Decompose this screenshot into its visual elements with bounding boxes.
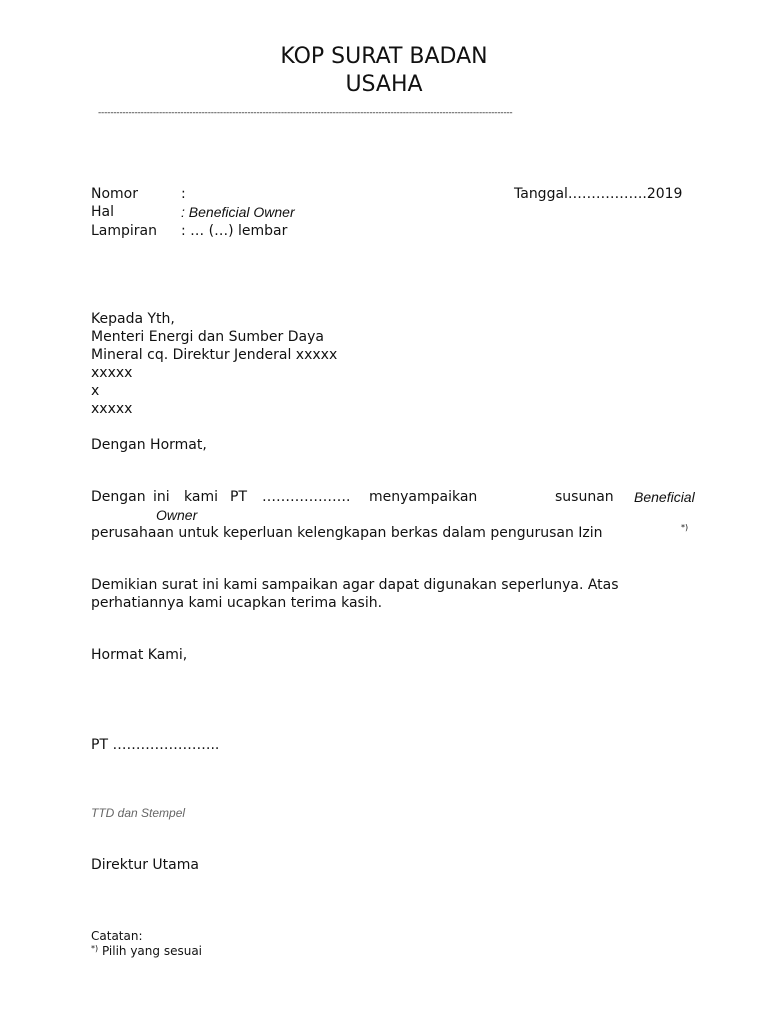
body1-word-4: PT — [230, 489, 247, 505]
body2-line-1: Demikian surat ini kami sampaikan agar dapat digunakan seperlunya. Atas — [91, 577, 619, 593]
body1-word-8: Beneficial — [634, 489, 695, 505]
notes-text: Pilih yang sesuai — [98, 944, 203, 958]
body1-word-1: Dengan — [91, 489, 146, 505]
body1-word-9: Owner — [156, 507, 198, 523]
company-name: PT ………………….. — [91, 737, 220, 753]
nomor-label: Nomor — [91, 186, 138, 202]
hal-label: Hal — [91, 204, 114, 220]
position-title: Direktur Utama — [91, 857, 199, 873]
closing: Hormat Kami, — [91, 647, 188, 663]
signature-note: TTD dan Stempel — [91, 806, 186, 820]
notes-item — [91, 944, 202, 958]
greeting: Dengan Hormat, — [91, 437, 207, 453]
recipient-line-5: x — [91, 383, 100, 399]
lampiran-label: Lampiran — [91, 223, 158, 239]
recipient-line-6: xxxxx — [91, 401, 133, 417]
body1-word-6: menyampaikan — [369, 489, 478, 505]
recipient-line-1: Kepada Yth, — [91, 311, 175, 327]
notes-title: Catatan: — [91, 929, 143, 943]
tanggal-field: Tanggal……………..2019 — [514, 186, 683, 202]
letterhead-separator: ---------------------------------------------------------------------------------------------------------------------------------------- — [98, 108, 513, 118]
lampiran-value: : … (…) lembar — [181, 223, 288, 239]
recipient-line-3: Mineral cq. Direktur Jenderal xxxxx — [91, 347, 338, 363]
notes-mark: *) — [91, 944, 99, 953]
letterhead-line-2: USAHA — [345, 72, 423, 97]
footnote-mark: *) — [681, 523, 689, 532]
hal-value: : Beneficial Owner — [181, 204, 295, 220]
body1-line-2: perusahaan untuk keperluan kelengkapan berkas dalam pengurusan Izin — [91, 525, 603, 541]
body2-line-2: perhatiannya kami ucapkan terima kasih. — [91, 595, 383, 611]
body1-word-7: susunan — [555, 489, 614, 505]
recipient-line-2: Menteri Energi dan Sumber Daya — [91, 329, 324, 345]
nomor-colon: : — [181, 186, 186, 202]
recipient-line-4: xxxxx — [91, 365, 133, 381]
letterhead-line-1: KOP SURAT BADAN — [280, 44, 488, 69]
body1-word-3: kami — [184, 489, 218, 505]
body1-word-5: ………………. — [262, 489, 351, 505]
body1-word-2: ini — [153, 489, 170, 505]
